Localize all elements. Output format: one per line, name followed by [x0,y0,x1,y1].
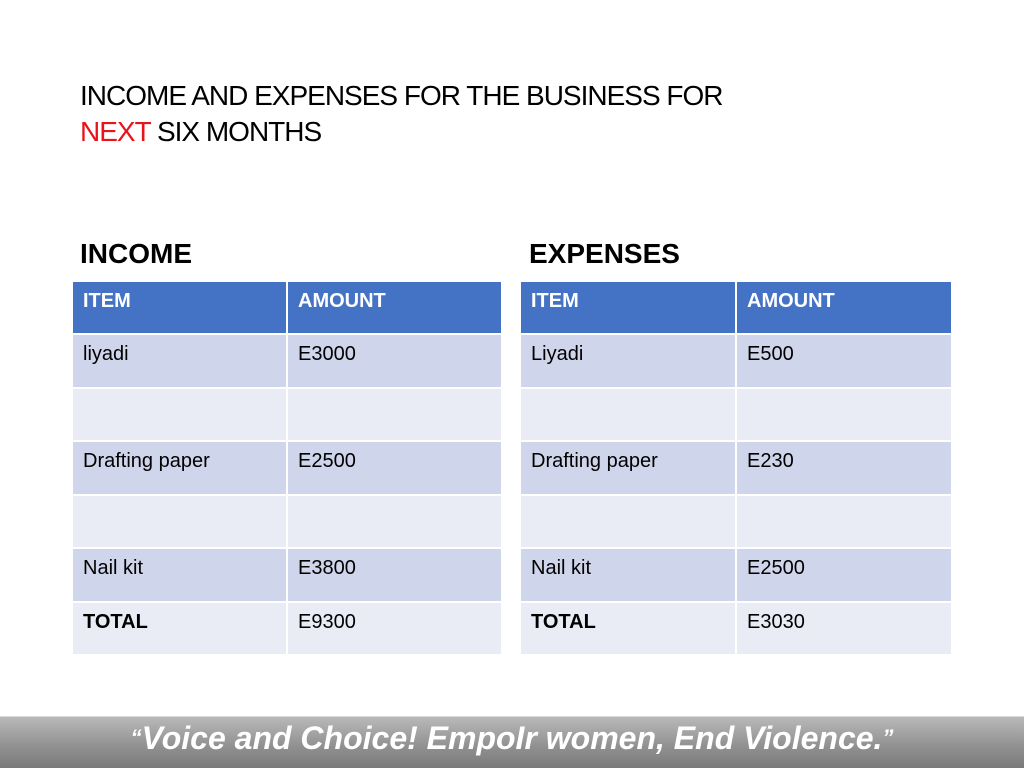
income-item-cell: Drafting paper [72,441,287,495]
expenses-col-item: ITEM [520,281,736,334]
income-heading: INCOME [80,238,192,269]
close-quote-mark: ” [882,725,894,750]
income-table [71,280,503,656]
income-col-amount: AMOUNT [287,281,502,334]
expenses-col-amount: AMOUNT [736,281,952,334]
income-total-value: E9300 [287,602,502,656]
table-row [72,388,502,442]
table-row [520,388,952,442]
expenses-total-label: TOTAL [520,602,736,656]
income-amount-cell [287,388,502,442]
income-item-cell: liyadi [72,334,287,388]
footer-slogan-text: Voice and Choice! EmpoIr women, End Violence. [141,720,883,756]
income-amount-cell [287,495,502,549]
income-item-cell [72,388,287,442]
expenses-item-cell: Nail kit [520,548,736,602]
table-row [72,548,502,602]
income-total-row [72,602,502,656]
expenses-amount-cell: E230 [736,441,952,495]
expenses-item-cell: Liyadi [520,334,736,388]
table-row [520,441,952,495]
expenses-amount-cell: E2500 [736,548,952,602]
expenses-table [519,280,953,656]
expenses-amount-cell [736,495,952,549]
expenses-header-row [520,281,952,334]
income-amount-cell: E3800 [287,548,502,602]
table-row [72,441,502,495]
table-row [520,548,952,602]
table-row [520,334,952,388]
expenses-amount-cell: E500 [736,334,952,388]
income-amount-cell: E3000 [287,334,502,388]
title-line-2 [80,114,723,150]
income-amount-cell: E2500 [287,441,502,495]
expenses-total-row [520,602,952,656]
expenses-heading: EXPENSES [529,238,680,269]
expenses-item-cell [520,388,736,442]
title-accent-word: NEXT [80,116,151,147]
footer-slogan [0,720,1024,757]
income-item-cell [72,495,287,549]
table-row [72,334,502,388]
income-total-label: TOTAL [72,602,287,656]
income-header-row [72,281,502,334]
expenses-item-cell: Drafting paper [520,441,736,495]
title-line-2-rest: SIX MONTHS [150,116,322,147]
expenses-total-value: E3030 [736,602,952,656]
expenses-item-cell [520,495,736,549]
open-quote-mark: “ [130,725,142,750]
slide-title [80,78,723,150]
title-line-1: INCOME AND EXPENSES FOR THE BUSINESS FOR [80,80,723,111]
expenses-amount-cell [736,388,952,442]
table-row [520,495,952,549]
table-row [72,495,502,549]
income-col-item: ITEM [72,281,287,334]
income-item-cell: Nail kit [72,548,287,602]
